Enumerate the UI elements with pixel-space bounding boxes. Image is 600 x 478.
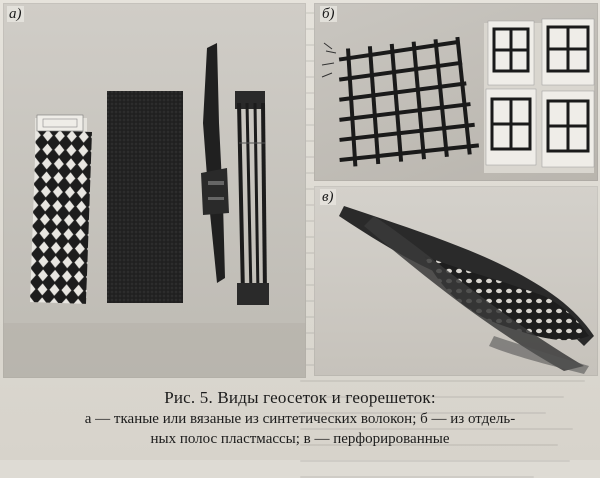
nonwoven-felt-panel — [107, 91, 183, 303]
perforated-geogrid-illustration — [314, 186, 598, 376]
panel-label-a: а) — [9, 6, 22, 22]
narrow-geogrid-strip — [201, 43, 229, 283]
photo-panel-b — [314, 3, 598, 181]
photo-panel-v — [314, 186, 598, 376]
plastic-strip-grids-illustration — [314, 3, 598, 181]
ladder-geogrid — [235, 91, 269, 305]
figure-caption-title: Рис. 5. Виды геосеток и георешеток: — [164, 388, 436, 407]
panel-label-v: в) — [322, 189, 334, 205]
photo-panel-a — [3, 3, 306, 378]
panel-label-b: б) — [322, 6, 335, 22]
geogrid-samples-illustration — [3, 3, 306, 378]
black-strip-mesh — [328, 36, 480, 168]
diamond-mesh-strip — [30, 115, 92, 304]
figure-caption-line-2: ных полос пластмассы; в — перфорированные — [150, 431, 450, 447]
figure-caption-line-1: а — тканые или вязаные из синтетических волокон; б — из отдель- — [84, 411, 516, 427]
